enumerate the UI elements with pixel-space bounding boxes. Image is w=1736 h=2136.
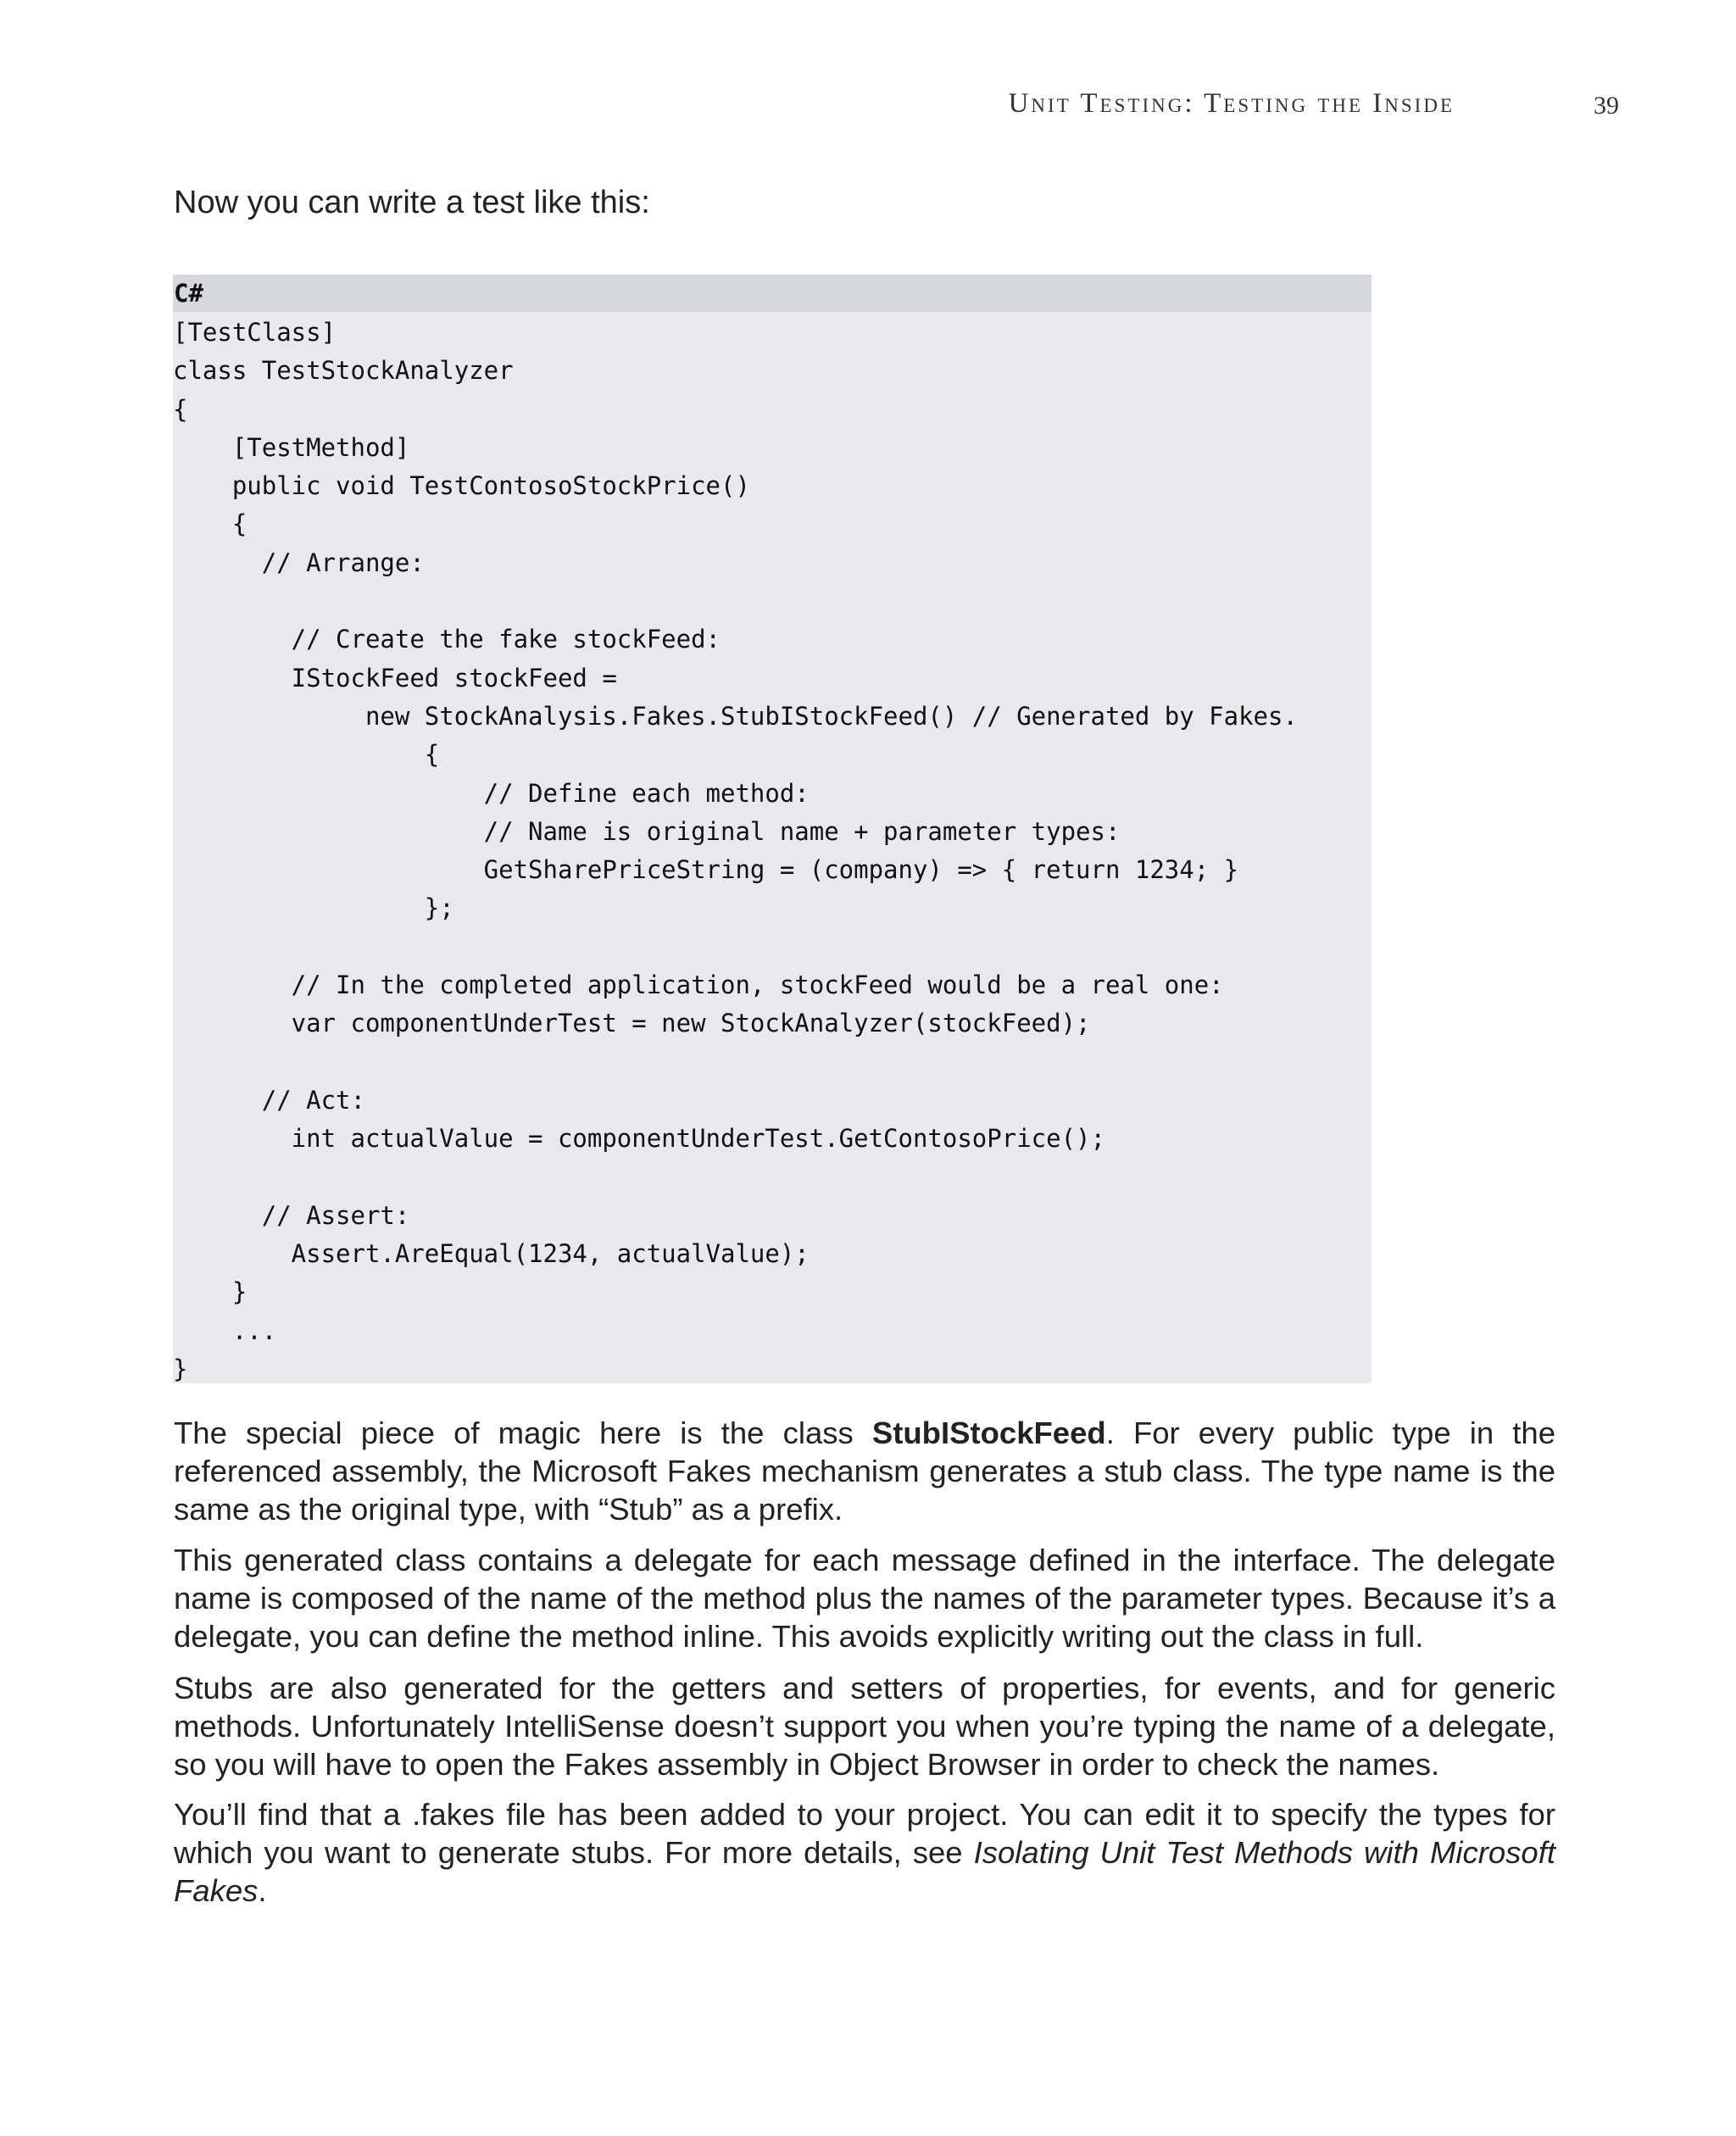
running-header-title: Unit Testing: Testing the Inside	[1008, 88, 1455, 119]
code-line: }	[173, 1277, 248, 1307]
code-line: // Name is original name + parameter types:	[173, 816, 1121, 846]
code-line: new StockAnalysis.Fakes.StubIStockFeed() // Generated by Fakes.	[173, 701, 1298, 731]
code-line: {	[173, 509, 248, 539]
code-line	[173, 1159, 1372, 1197]
code-listing	[173, 275, 1372, 1383]
paragraph-delegate: This generated class contains a delegate for each message defined in the interface. The delegate name is composed of the name of the method plus the names of the parameter types. Because it’s a delegate, you can define the method inline. This avoids explicitly writing out the class in full.	[174, 1543, 1555, 1654]
code-line	[173, 1043, 1372, 1082]
code-line: Assert.AreEqual(1234, actualValue);	[173, 1239, 810, 1269]
page-number: 39	[1594, 92, 1619, 120]
code-line: [TestClass]	[173, 318, 337, 347]
code-line: int actualValue = componentUnderTest.GetContosoPrice();	[173, 1124, 1105, 1154]
code-line: var componentUnderTest = new StockAnalyzer(stockFeed);	[173, 1009, 1091, 1038]
code-line: }	[173, 1354, 188, 1384]
paragraph-fakes-file	[174, 1795, 1555, 1910]
paragraph-generated-stubs: Stubs are also generated for the getters and setters of properties, for events, and for generic methods. Unfortunately IntelliSense doesn’t support you when you’re typing the name of a delegate, so you will have to open the Fakes assembly in Object Browser in order to check the names.	[174, 1671, 1555, 1782]
code-line: // Define each method:	[173, 778, 810, 808]
code-line: // Assert:	[173, 1200, 410, 1230]
intro-sentence: Now you can write a test like this:	[174, 185, 650, 220]
paragraph-text: You’ll find that a .fakes file has been added to your project. You can edit it to specify the types for which you want to generate stubs. For more details, see	[174, 1797, 1555, 1870]
code-line: };	[173, 893, 454, 923]
reference-title-link-text: Isolating Unit Test Methods with Microsoft Fakes	[174, 1835, 1555, 1908]
paragraph-text: .	[258, 1873, 267, 1908]
code-line: IStockFeed stockFeed =	[173, 663, 617, 693]
code-line: {	[173, 740, 440, 770]
code-line: ...	[173, 1316, 277, 1345]
paragraph-stub-class	[174, 1414, 1555, 1528]
code-line: // Act:	[173, 1085, 365, 1115]
code-line: // Create the fake stockFeed:	[173, 625, 721, 654]
code-line: GetSharePriceString = (company) => { return 1234; }	[173, 855, 1239, 885]
code-line	[173, 582, 1372, 620]
code-line: // Arrange:	[173, 548, 425, 577]
code-line: class TestStockAnalyzer	[173, 356, 514, 386]
code-line: [TestMethod]	[173, 432, 410, 462]
code-line: // In the completed application, stockFeed would be a real one:	[173, 971, 1224, 1000]
code-line: {	[173, 394, 188, 424]
code-line	[173, 928, 1372, 966]
code-language-label: C#	[173, 275, 1372, 312]
class-name-emphasis: StubIStockFeed	[871, 1416, 1106, 1450]
paragraph-text: The special piece of magic here is the class	[174, 1416, 872, 1450]
code-line: public void TestContosoStockPrice()	[173, 471, 750, 501]
code-lines	[173, 312, 1372, 1388]
paragraph-text: . For every public type in the referenced assembly, the Microsoft Fakes mechanism generates a stub class. The type name is the same as the original type, with “Stub” as a prefix.	[174, 1416, 1556, 1527]
